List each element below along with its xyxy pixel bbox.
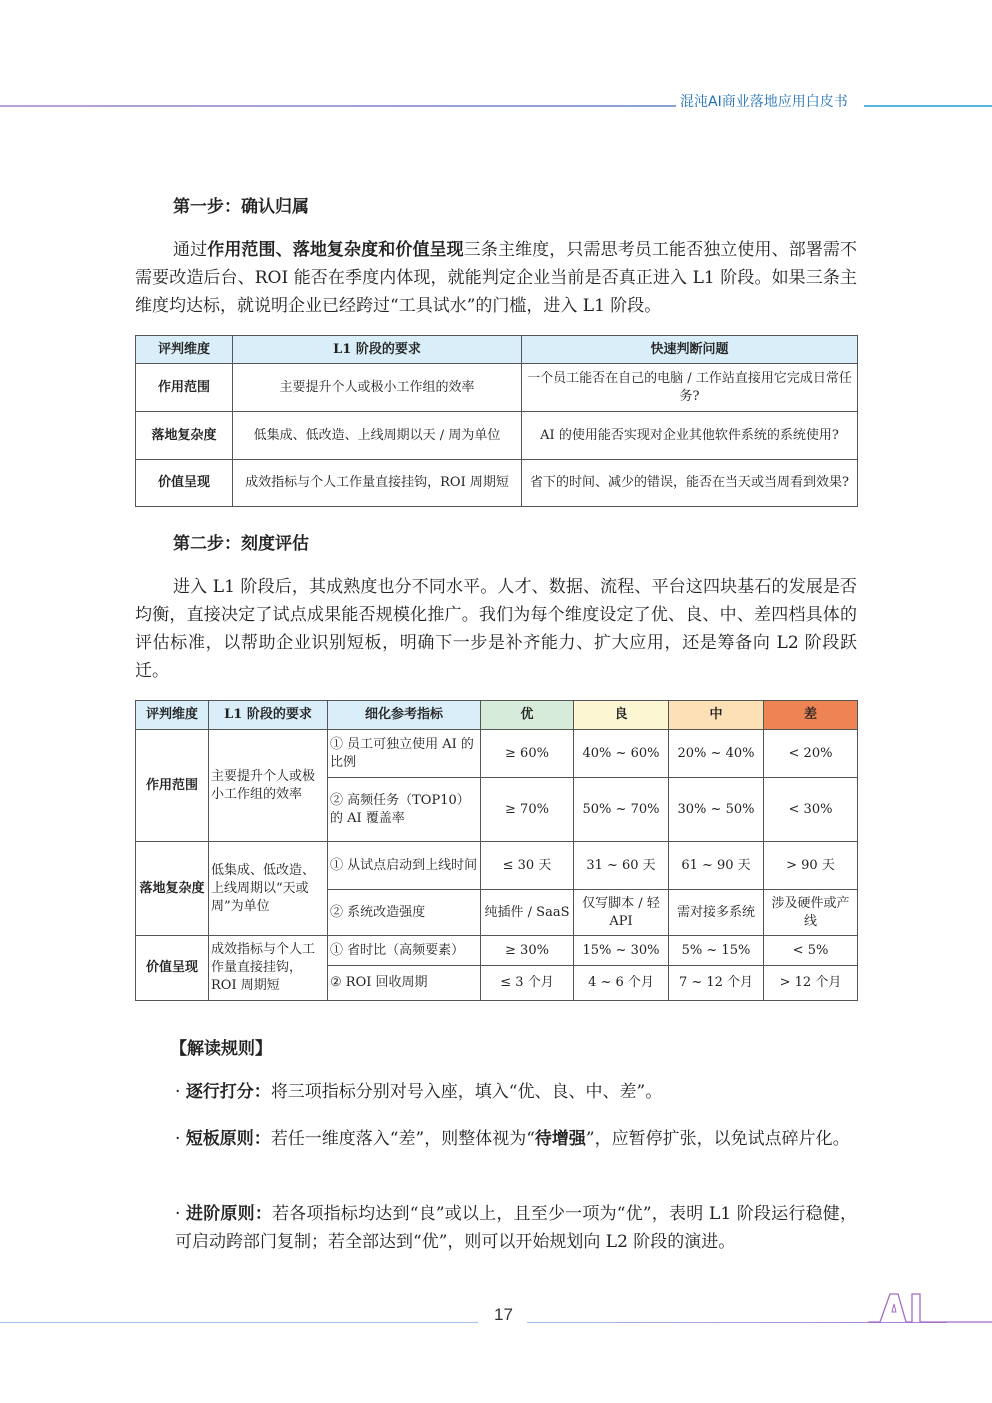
score-cell: 纯插件 / SaaS	[481, 890, 574, 936]
page-number: 17	[494, 1305, 513, 1324]
column-header: 评判维度	[136, 336, 233, 364]
score-cell: ≥ 70%	[481, 778, 574, 842]
bold-text: 作用范围、落地复杂度和价值呈现	[207, 240, 464, 260]
score-cell: ≥ 60%	[481, 730, 574, 778]
score-cell: 需对接多系统	[669, 890, 764, 936]
column-header: 快速判断问题	[522, 336, 858, 364]
cell: 成效指标与个人工作量直接挂钩，ROI 周期短	[233, 460, 522, 507]
text: 三条主维度，只需思考员工能否独立使用、部署需不需要改造后台、ROI 能否在季度内体现，就能判定企业当前是否真正进入 L1 阶段。如果三条主维度均达标，就说明企业已经跨过“工具试水”的门槛，进入 L1 阶段。	[135, 240, 858, 316]
table-header-row	[136, 336, 858, 364]
column-header-good: 良	[574, 701, 669, 730]
rule-title: 逐行打分：	[185, 1082, 271, 1102]
rule-text: ”，应暂停扩张，以免试点碎片化。	[585, 1129, 850, 1149]
table-row	[136, 842, 858, 890]
cell: 落地复杂度	[136, 412, 233, 460]
dimension-cell: 价值呈现	[136, 936, 209, 1001]
indicator-cell: ② ROI 回收周期	[328, 966, 481, 1001]
step2-paragraph: 进入 L1 阶段后，其成熟度也分不同水平。人才、数据、流程、平台这四块基石的发展是否均衡，直接决定了试点成果能否规模化推广。我们为每个维度设定了优、良、中、差四档具体的评估标准，以帮助企业识别短板，明确下一步是补齐能力、扩大应用，还是筹备向 L2 阶段跃迁。	[135, 577, 857, 681]
rule-text: 若任一维度落入“差”，则整体视为“	[270, 1129, 535, 1149]
cell: 主要提升个人或极小工作组的效率	[233, 364, 522, 412]
step2-heading: 第二步：刻度评估	[173, 534, 309, 554]
column-header: 细化参考指标	[328, 701, 481, 730]
column-header: L1 阶段的要求	[209, 701, 328, 730]
table-row	[136, 412, 858, 460]
score-cell: 61 ~ 90 天	[669, 842, 764, 890]
score-cell: < 20%	[764, 730, 858, 778]
l1-requirements-table	[135, 335, 858, 507]
text: 通过	[173, 240, 208, 260]
column-header-medium: 中	[669, 701, 764, 730]
rule-text: 将三项指标分别对号入座，填入“优、良、中、差”。	[270, 1082, 663, 1102]
score-cell: 20% ~ 40%	[669, 730, 764, 778]
score-cell: 涉及硬件或产线	[764, 890, 858, 936]
rule-title: 进阶原则：	[186, 1204, 273, 1224]
dimension-cell: 作用范围	[136, 730, 209, 842]
column-header: 评判维度	[136, 701, 209, 730]
rule-title: 短板原则：	[185, 1129, 271, 1149]
requirement-cell: 低集成、低改造、上线周期以“天或周”为单位	[209, 842, 328, 936]
table-header-row	[136, 701, 858, 730]
header-rule-right	[864, 105, 992, 107]
step1-heading: 第一步：确认归属	[173, 197, 309, 217]
rules-heading: 【解读规则】	[170, 1039, 272, 1059]
indicator-cell: ① 省时比（高频要素）	[328, 936, 481, 966]
score-cell: 30% ~ 50%	[669, 778, 764, 842]
cell: 价值呈现	[136, 460, 233, 507]
header-rule-left	[0, 105, 676, 107]
column-header-excellent: 优	[481, 701, 574, 730]
cell: AI 的使用能否实现对企业其他软件系统的系统使用?	[522, 412, 858, 460]
score-cell: 5% ~ 15%	[669, 936, 764, 966]
rule-text: 若各项指标均达到“良”或以上，且至少一项为“优”，表明 L1 阶段运行稳健，可启动跨部门复制；若全部达到“优”，则可以开始规划向 L2 阶段的演进。	[175, 1204, 857, 1252]
table-row	[136, 936, 858, 966]
rule-item: · 短板原则：若任一维度落入“差”，则整体视为“待增强”，应暂停扩张，以免试点碎片化。	[175, 1129, 850, 1149]
table-row	[136, 364, 858, 412]
score-cell: 50% ~ 70%	[574, 778, 669, 842]
score-cell: < 30%	[764, 778, 858, 842]
header-title: 混沌AI商业落地应用白皮书	[680, 94, 848, 110]
cell: 一个员工能否在自己的电脑 / 工作站直接用它完成日常任务?	[522, 364, 858, 412]
score-cell: < 5%	[764, 936, 858, 966]
score-cell: > 12 个月	[764, 966, 858, 1001]
score-cell: 40% ~ 60%	[574, 730, 669, 778]
score-cell: 15% ~ 30%	[574, 936, 669, 966]
maturity-evaluation-table	[135, 700, 858, 1001]
score-cell: 4 ~ 6 个月	[574, 966, 669, 1001]
indicator-cell: ② 系统改造强度	[328, 890, 481, 936]
dimension-cell: 落地复杂度	[136, 842, 209, 936]
footer-rule-left	[0, 1322, 478, 1323]
score-cell: > 90 天	[764, 842, 858, 890]
indicator-cell: ① 员工可独立使用 AI 的比例	[328, 730, 481, 778]
score-cell: 仅写脚本 / 轻 API	[574, 890, 669, 936]
requirement-cell: 主要提升个人或极小工作组的效率	[209, 730, 328, 842]
score-cell: 7 ~ 12 个月	[669, 966, 764, 1001]
column-header-poor: 差	[764, 701, 858, 730]
score-cell: ≥ 30%	[481, 936, 574, 966]
rule-strong: 待增强	[534, 1129, 586, 1149]
score-cell: ≤ 30 天	[481, 842, 574, 890]
column-header: L1 阶段的要求	[233, 336, 522, 364]
cell: 低集成、低改造、上线周期以天 / 周为单位	[233, 412, 522, 460]
step1-paragraph	[135, 236, 857, 320]
score-cell: ≤ 3 个月	[481, 966, 574, 1001]
indicator-cell: ① 从试点启动到上线时间	[328, 842, 481, 890]
indicator-cell: ② 高频任务（TOP10）的 AI 覆盖率	[328, 778, 481, 842]
cell: 作用范围	[136, 364, 233, 412]
rule-item: · 逐行打分：将三项指标分别对号入座，填入“优、良、中、差”。	[175, 1082, 663, 1102]
ai-logo-icon	[868, 1290, 992, 1324]
table-row	[136, 460, 858, 507]
score-cell: 31 ~ 60 天	[574, 842, 669, 890]
cell: 省下的时间、减少的错误，能否在当天或当周看到效果?	[522, 460, 858, 507]
requirement-cell: 成效指标与个人工作量直接挂钩，ROI 周期短	[209, 936, 328, 1001]
table-row	[136, 730, 858, 778]
rule-item: · 进阶原则：若各项指标均达到“良”或以上，且至少一项为“优”，表明 L1 阶段运行稳健，可启动跨部门复制；若全部达到“优”，则可以开始规划向 L2 阶段的演进。	[175, 1204, 857, 1252]
